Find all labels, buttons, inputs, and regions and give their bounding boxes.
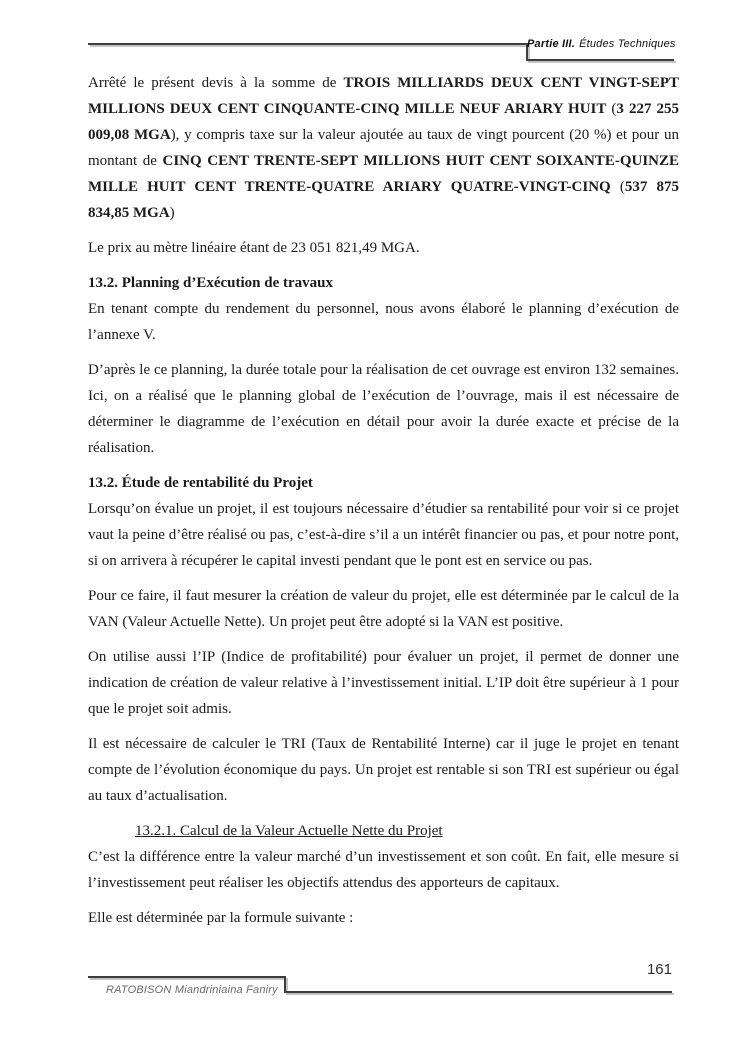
- header-rule-right: [526, 59, 674, 61]
- heading-etude-rentabilite: 13.2. Étude de rentabilité du Projet: [88, 475, 313, 491]
- header-part-title: Études Techniques: [579, 38, 676, 50]
- header-part-label: Partie III.: [527, 38, 576, 50]
- footer-rule-right: [284, 991, 672, 993]
- paragraph-prix-metre: Le prix au mètre linéaire étant de 23 051 821,49 MGA.: [88, 240, 420, 256]
- paragraph-difference-valeur: C’est la différence entre la valeur marché d’un investissement et son coût. En fait, elle mesure si l’investissement peut réaliser les objectifs attendus des apporteurs de capitaux.: [88, 849, 679, 891]
- paragraph-formule-intro: Elle est déterminée par la formule suivante :: [88, 910, 354, 926]
- document-body: [88, 70, 679, 931]
- subheading-calcul-van: 13.2.1. Calcul de la Valeur Actuelle Nette du Projet: [135, 823, 443, 839]
- header-rule-left: [88, 43, 526, 45]
- footer-rule-left: [88, 976, 284, 978]
- footer-author: RATOBISON Miandriniaina Faniry: [106, 984, 278, 996]
- heading-planning-execution: 13.2. Planning d’Exécution de travaux: [88, 275, 334, 291]
- paragraph-rendement-personnel: En tenant compte du rendement du personnel, nous avons élaboré le planning d’exécution de l’annexe V.: [88, 301, 679, 343]
- paragraph-duree-totale: D’après le ce planning, la durée totale pour la réalisation de cet ouvrage est environ 132 semaines. Ici, on a réalisé que le planning global de l’exécution de l’ouvrage, mais il est nécessaire de déterminer le diagramme de l’exécution en détail pour avoir la durée exacte et précise de la réalisation.: [88, 362, 679, 456]
- paragraph-tri: Il est nécessaire de calculer le TRI (Taux de Rentabilité Interne) car il juge le projet en tenant compte de l’évolution économique du pays. Un projet est rentable si son TRI est supérieur ou égal au taux d’actualisation.: [88, 736, 679, 804]
- paragraph-evaluation-projet: Lorsqu’on évalue un projet, il est toujours nécessaire d’étudier sa rentabilité pour voir si ce projet vaut la peine d’être réalisé ou pas, c’est-à-dire s’il a un intérêt financier ou pas, et pour notre pont, si on arrivera à récupérer le capital investi pendant que le pont est en service ou pas.: [88, 501, 679, 569]
- paragraph-ip: On utilise aussi l’IP (Indice de profitabilité) pour évaluer un projet, il permet de donner une indication de création de valeur relative à l’investissement initial. L’IP doit être supérieur à 1 pour que le projet soit admis.: [88, 649, 679, 717]
- paragraph-van: Pour ce faire, il faut mesurer la création de valeur du projet, elle est déterminée par le calcul de la VAN (Valeur Actuelle Nette). Un projet peut être adopté si la VAN est positive.: [88, 588, 679, 630]
- page-number: 161: [646, 961, 672, 978]
- header-title: [527, 38, 676, 50]
- paragraph-devis-total: Arrêté le présent devis à la somme de TROIS MILLIARDS DEUX CENT VINGT-SEPT MILLIONS DEUX CENT CINQUANTE-CINQ MILLE NEUF ARIARY HUIT (3 227 255 009,08 MGA), y compris taxe sur la valeur ajoutée au taux de vingt pourcent (20 %) et pour un montant de CINQ CENT TRENTE-SEPT MILLIONS HUIT CENT SOIXANTE-QUINZE MILLE HUIT CENT TRENTE-QUATRE ARIARY QUATRE-VINGT-CINQ (537 875 834,85 MGA): [88, 75, 680, 221]
